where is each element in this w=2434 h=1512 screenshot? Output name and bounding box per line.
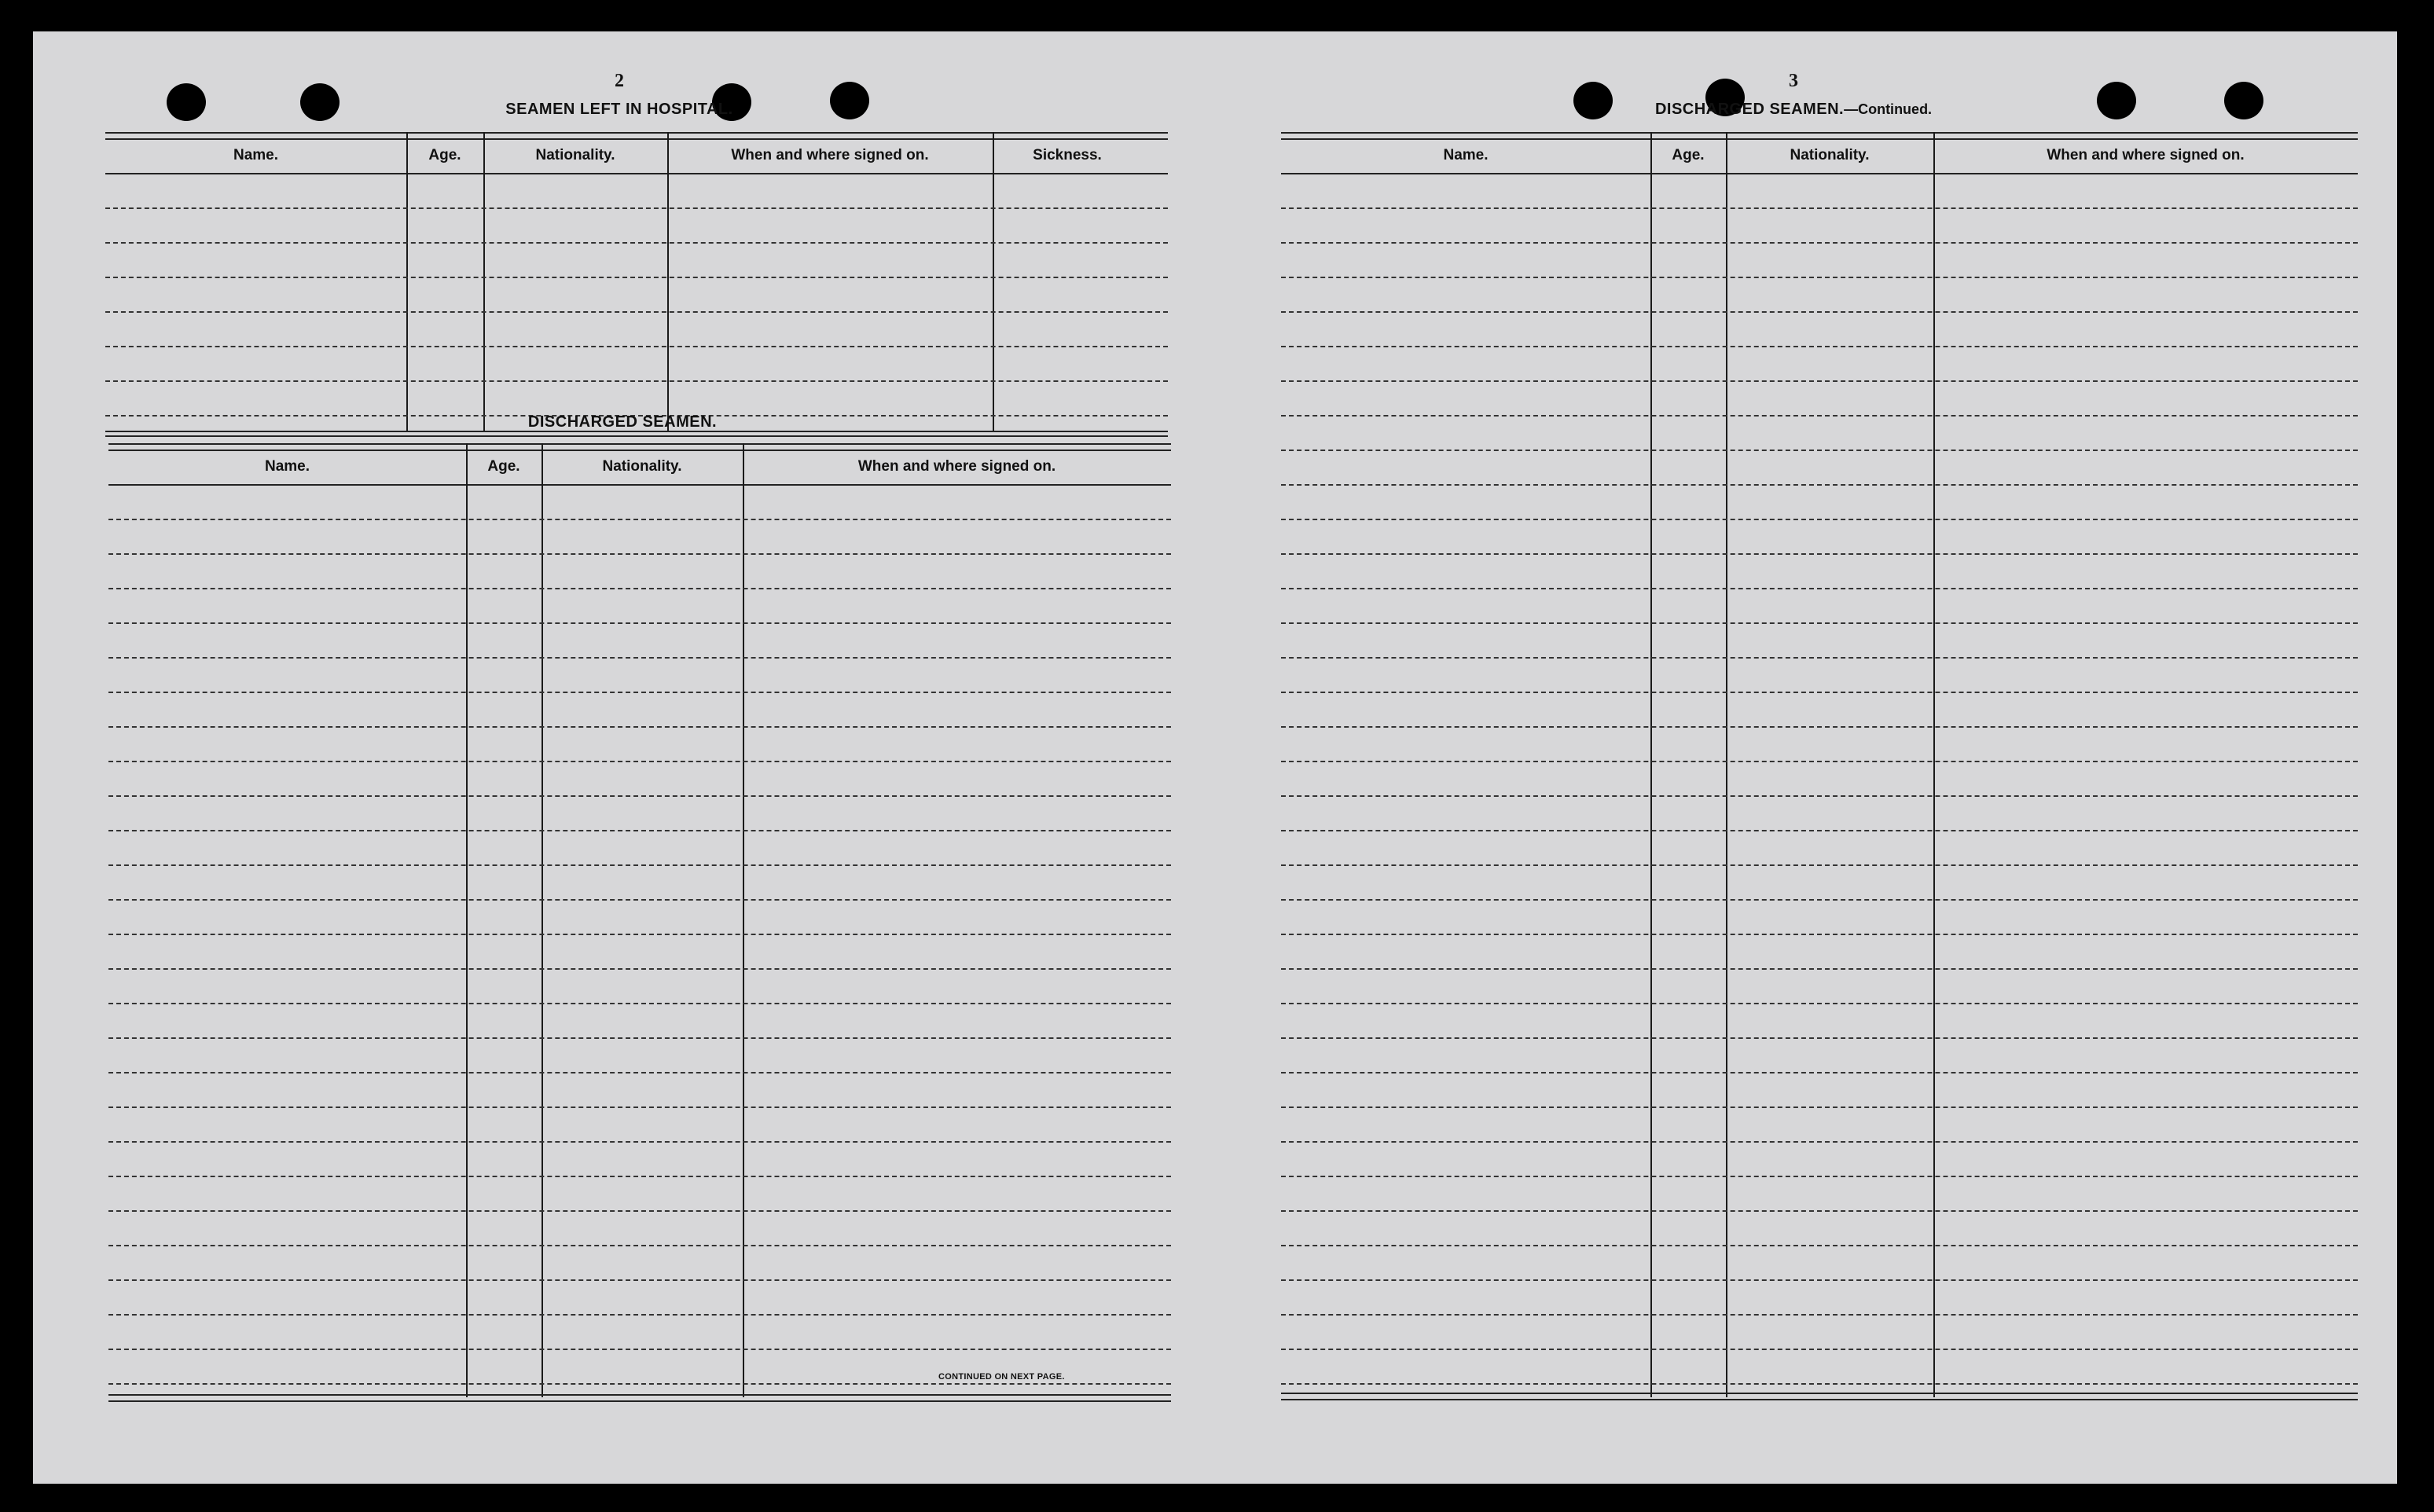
ruled-row-line <box>108 899 1171 901</box>
ruled-row-line <box>1281 242 2358 244</box>
ruled-row-line <box>105 311 1168 313</box>
ruled-row-line <box>108 1279 1171 1281</box>
ruled-row-line <box>108 692 1171 693</box>
ruled-row-line <box>1281 346 2358 347</box>
column-divider <box>483 132 485 432</box>
ruled-row-line <box>1281 380 2358 382</box>
column-header-name: Name. <box>264 458 310 475</box>
table-top-rule <box>1281 132 2358 140</box>
table-header <box>108 451 1171 483</box>
continued-table-title <box>1655 101 1932 119</box>
ruled-row-line <box>1281 968 2358 970</box>
ruled-row-line <box>108 1245 1171 1246</box>
ruled-row-line <box>1281 795 2358 797</box>
ruled-row-line <box>105 277 1168 278</box>
column-header-nationality: Nationality. <box>602 458 682 475</box>
ruled-row-line <box>108 726 1171 728</box>
punch-hole <box>1573 82 1613 119</box>
title-text: DISCHARGED SEAMEN. <box>1654 101 1845 118</box>
ruled-row-line <box>1281 311 2358 313</box>
ruled-row-line <box>1281 864 2358 866</box>
table-bottom-rule <box>1281 1393 2358 1400</box>
table-bottom-rule <box>105 431 1168 437</box>
ruled-row-line <box>1281 1106 2358 1108</box>
ruled-row-line <box>108 519 1171 520</box>
ruled-row-line <box>1281 484 2358 486</box>
column-header-name: Name. <box>1443 147 1489 163</box>
ruled-row-line <box>1281 207 2358 209</box>
ruled-row-line <box>105 207 1168 209</box>
ruled-row-line <box>1281 519 2358 520</box>
column-header-signed-on: When and where signed on. <box>731 147 929 163</box>
ruled-row-line <box>108 1003 1171 1004</box>
column-header-age: Age. <box>1672 147 1705 163</box>
column-divider <box>743 443 744 1397</box>
table-bottom-rule <box>108 1394 1171 1402</box>
column-header-age: Age. <box>428 147 461 163</box>
hospital-table-title: SEAMEN LEFT IN HOSPITAL. <box>505 101 733 118</box>
ruled-row-line <box>108 934 1171 935</box>
ruled-row-line <box>108 1072 1171 1073</box>
punch-hole <box>167 83 206 121</box>
column-divider <box>993 132 994 432</box>
ruled-row-line <box>1281 692 2358 693</box>
ruled-row-line <box>108 1210 1171 1212</box>
ruled-row-line <box>108 657 1171 659</box>
table-top-rule <box>105 132 1168 140</box>
ruled-row-line <box>105 242 1168 244</box>
punch-hole <box>300 83 340 121</box>
column-header-signed-on: When and where signed on. <box>2047 147 2245 163</box>
table-header <box>105 140 1168 171</box>
column-divider <box>542 443 543 1397</box>
ruled-row-line <box>1281 934 2358 935</box>
ruled-row-line <box>108 588 1171 589</box>
ruled-row-line <box>105 380 1168 382</box>
ruled-row-line <box>108 1349 1171 1350</box>
punch-hole <box>2224 82 2263 119</box>
document-sheet <box>33 31 2397 1484</box>
discharged-table-title: DISCHARGED SEAMEN. <box>527 413 718 431</box>
ruled-row-line <box>1281 588 2358 589</box>
column-header-nationality: Nationality. <box>1790 147 1870 163</box>
column-header-nationality: Nationality. <box>535 147 615 163</box>
discharged-table <box>108 443 1171 1397</box>
ruled-row-line <box>1281 1141 2358 1143</box>
ruled-row-line <box>108 968 1171 970</box>
header-rule <box>1281 173 2358 174</box>
ruled-row-line <box>1281 761 2358 762</box>
ruled-row-line <box>1281 899 2358 901</box>
column-header-sickness: Sickness. <box>1033 147 1102 163</box>
ruled-row-line <box>108 1037 1171 1039</box>
title-suffix: —Continued. <box>1844 101 1933 117</box>
ruled-row-line <box>1281 1176 2358 1177</box>
ruled-row-line <box>1281 1072 2358 1073</box>
hospital-table <box>105 132 1168 431</box>
column-divider <box>1726 132 1727 1397</box>
ruled-row-line <box>1281 415 2358 417</box>
ruled-row-line <box>1281 1314 2358 1316</box>
ruled-row-line <box>1281 1003 2358 1004</box>
ruled-row-line <box>108 1314 1171 1316</box>
table-top-rule <box>108 443 1171 451</box>
ruled-row-line <box>1281 622 2358 624</box>
ruled-row-line <box>108 830 1171 831</box>
page-number: 3 <box>1789 71 1798 91</box>
ruled-row-line <box>108 795 1171 797</box>
punch-hole <box>830 82 869 119</box>
ruled-row-line <box>1281 277 2358 278</box>
ruled-row-line <box>108 622 1171 624</box>
ruled-row-line <box>105 346 1168 347</box>
ruled-row-line <box>108 761 1171 762</box>
ruled-row-line <box>1281 830 2358 831</box>
column-divider <box>667 132 669 432</box>
ruled-row-line <box>1281 1037 2358 1039</box>
header-rule <box>108 484 1171 486</box>
ruled-row-line <box>108 864 1171 866</box>
ruled-row-line <box>108 1106 1171 1108</box>
continued-note: CONTINUED ON NEXT PAGE. <box>938 1372 1065 1382</box>
ruled-row-line <box>1281 1245 2358 1246</box>
ruled-row-line <box>1281 1349 2358 1350</box>
ruled-row-line <box>1281 1210 2358 1212</box>
column-divider <box>1650 132 1652 1397</box>
column-divider <box>466 443 468 1397</box>
ruled-row-line <box>108 1383 1171 1385</box>
column-header-age: Age. <box>487 458 520 475</box>
column-divider <box>1933 132 1935 1397</box>
ruled-row-line <box>1281 726 2358 728</box>
ruled-row-line <box>1281 657 2358 659</box>
page-number: 2 <box>615 71 624 91</box>
column-header-name: Name. <box>233 147 279 163</box>
column-divider <box>406 132 408 432</box>
ruled-row-line <box>1281 1383 2358 1385</box>
table-header <box>1281 140 2358 171</box>
ruled-row-line <box>108 553 1171 555</box>
ruled-row-line <box>1281 553 2358 555</box>
punch-hole <box>2097 82 2136 119</box>
ruled-row-line <box>108 1176 1171 1177</box>
header-rule <box>105 173 1168 174</box>
column-header-signed-on: When and where signed on. <box>857 458 1056 475</box>
ruled-row-line <box>108 1141 1171 1143</box>
ruled-row-line <box>1281 1279 2358 1281</box>
ruled-row-line <box>1281 450 2358 451</box>
discharged-table-continued <box>1281 132 2358 1397</box>
